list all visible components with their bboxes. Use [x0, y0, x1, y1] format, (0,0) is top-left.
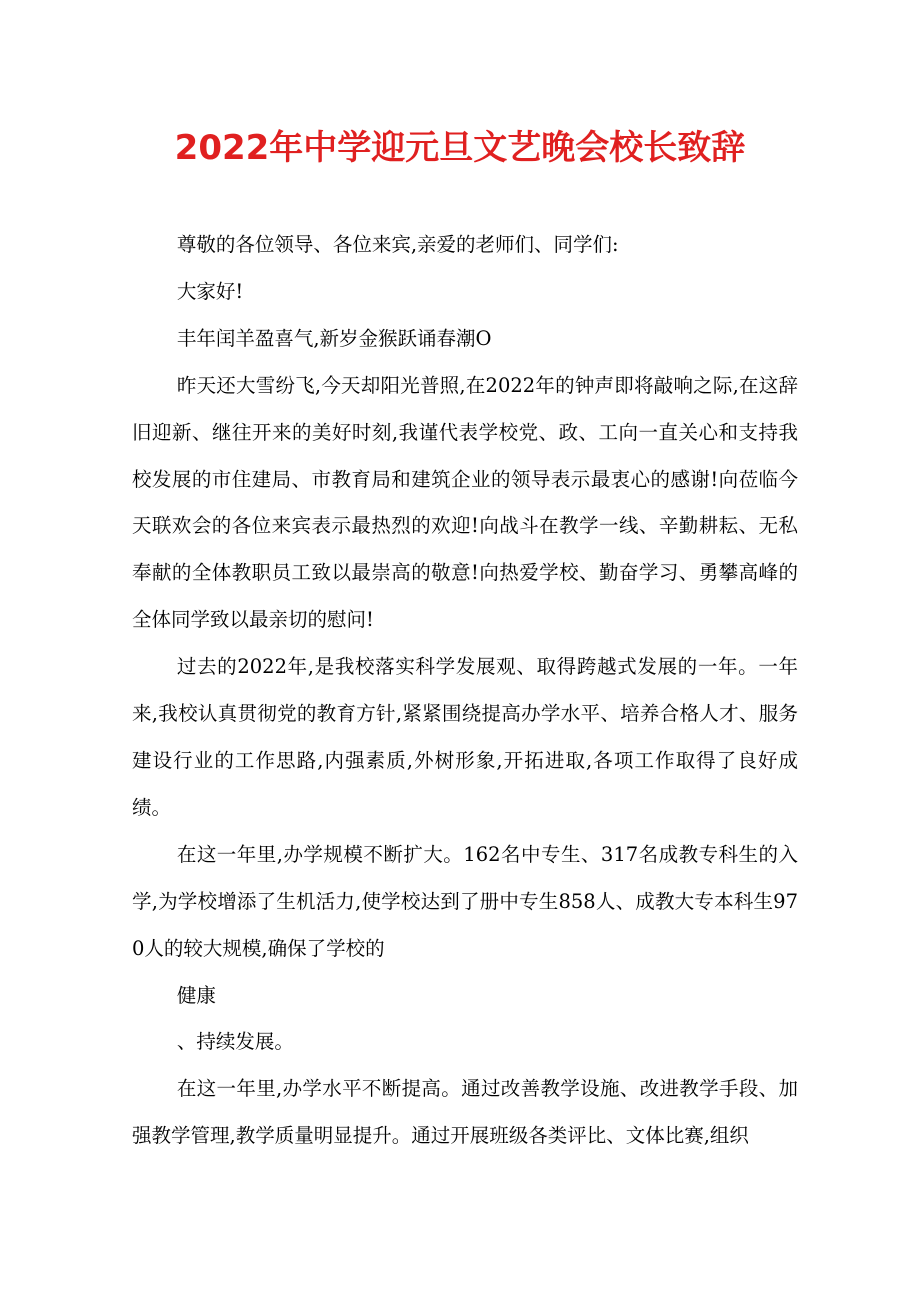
paragraph-review: 过去的2022年,是我校落实科学发展观、取得跨越式发展的一年。一年来,我校认真贯彻党的教育方针,紧紧围绕提高办学水平、培养合格人才、服务建设行业的工作思路,内强素质,外树形象,开拓进取,各项工作取得了良好成绩。: [132, 655, 798, 819]
paragraph-salutation: 尊敬的各位领导、各位来宾,亲爱的老师们、同学们:: [176, 233, 619, 256]
paragraph-greeting: 大家好!: [176, 279, 244, 303]
paragraph-fragment-health: 健康: [176, 983, 216, 1007]
document-body: [132, 222, 798, 1160]
document-title: 2022年中学迎元旦文艺晚会校长致辞: [174, 128, 746, 168]
paragraph-fragment-development: 、持续发展。: [176, 1030, 294, 1054]
paragraph-thanks: 昨天还大雪纷飞,今天却阳光普照,在2022年的钟声即将敲响之际,在这辞旧迎新、继往开来的美好时刻,我谨代表学校党、政、工向一直关心和支持我校发展的市住建局、市教育局和建筑企业的领导表示最衷心的感谢!向莅临今天联欢会的各位来宾表示最热烈的欢迎!向战斗在教学一线、辛勤耕耘、无私奉献的全体教职员工致以最崇高的敬意!向热爱学校、勤奋学习、勇攀高峰的全体同学致以最亲切的慰问!: [132, 373, 798, 632]
paragraph-scale: 在这一年里,办学规模不断扩大。162名中专生、317名成教专科生的入学,为学校增添了生机活力,使学校达到了册中专生858人、成教大专本科生970人的较大规模,确保了学校的: [132, 842, 798, 960]
paragraph-couplet: 丰年闰羊盈喜气,新岁金猴跃诵春潮O: [176, 326, 492, 350]
paragraph-quality: 在这一年里,办学水平不断提高。通过改善教学设施、改进教学手段、加强教学管理,教学质量明显提升。通过开展班级各类评比、文体比赛,组织: [132, 1077, 798, 1148]
